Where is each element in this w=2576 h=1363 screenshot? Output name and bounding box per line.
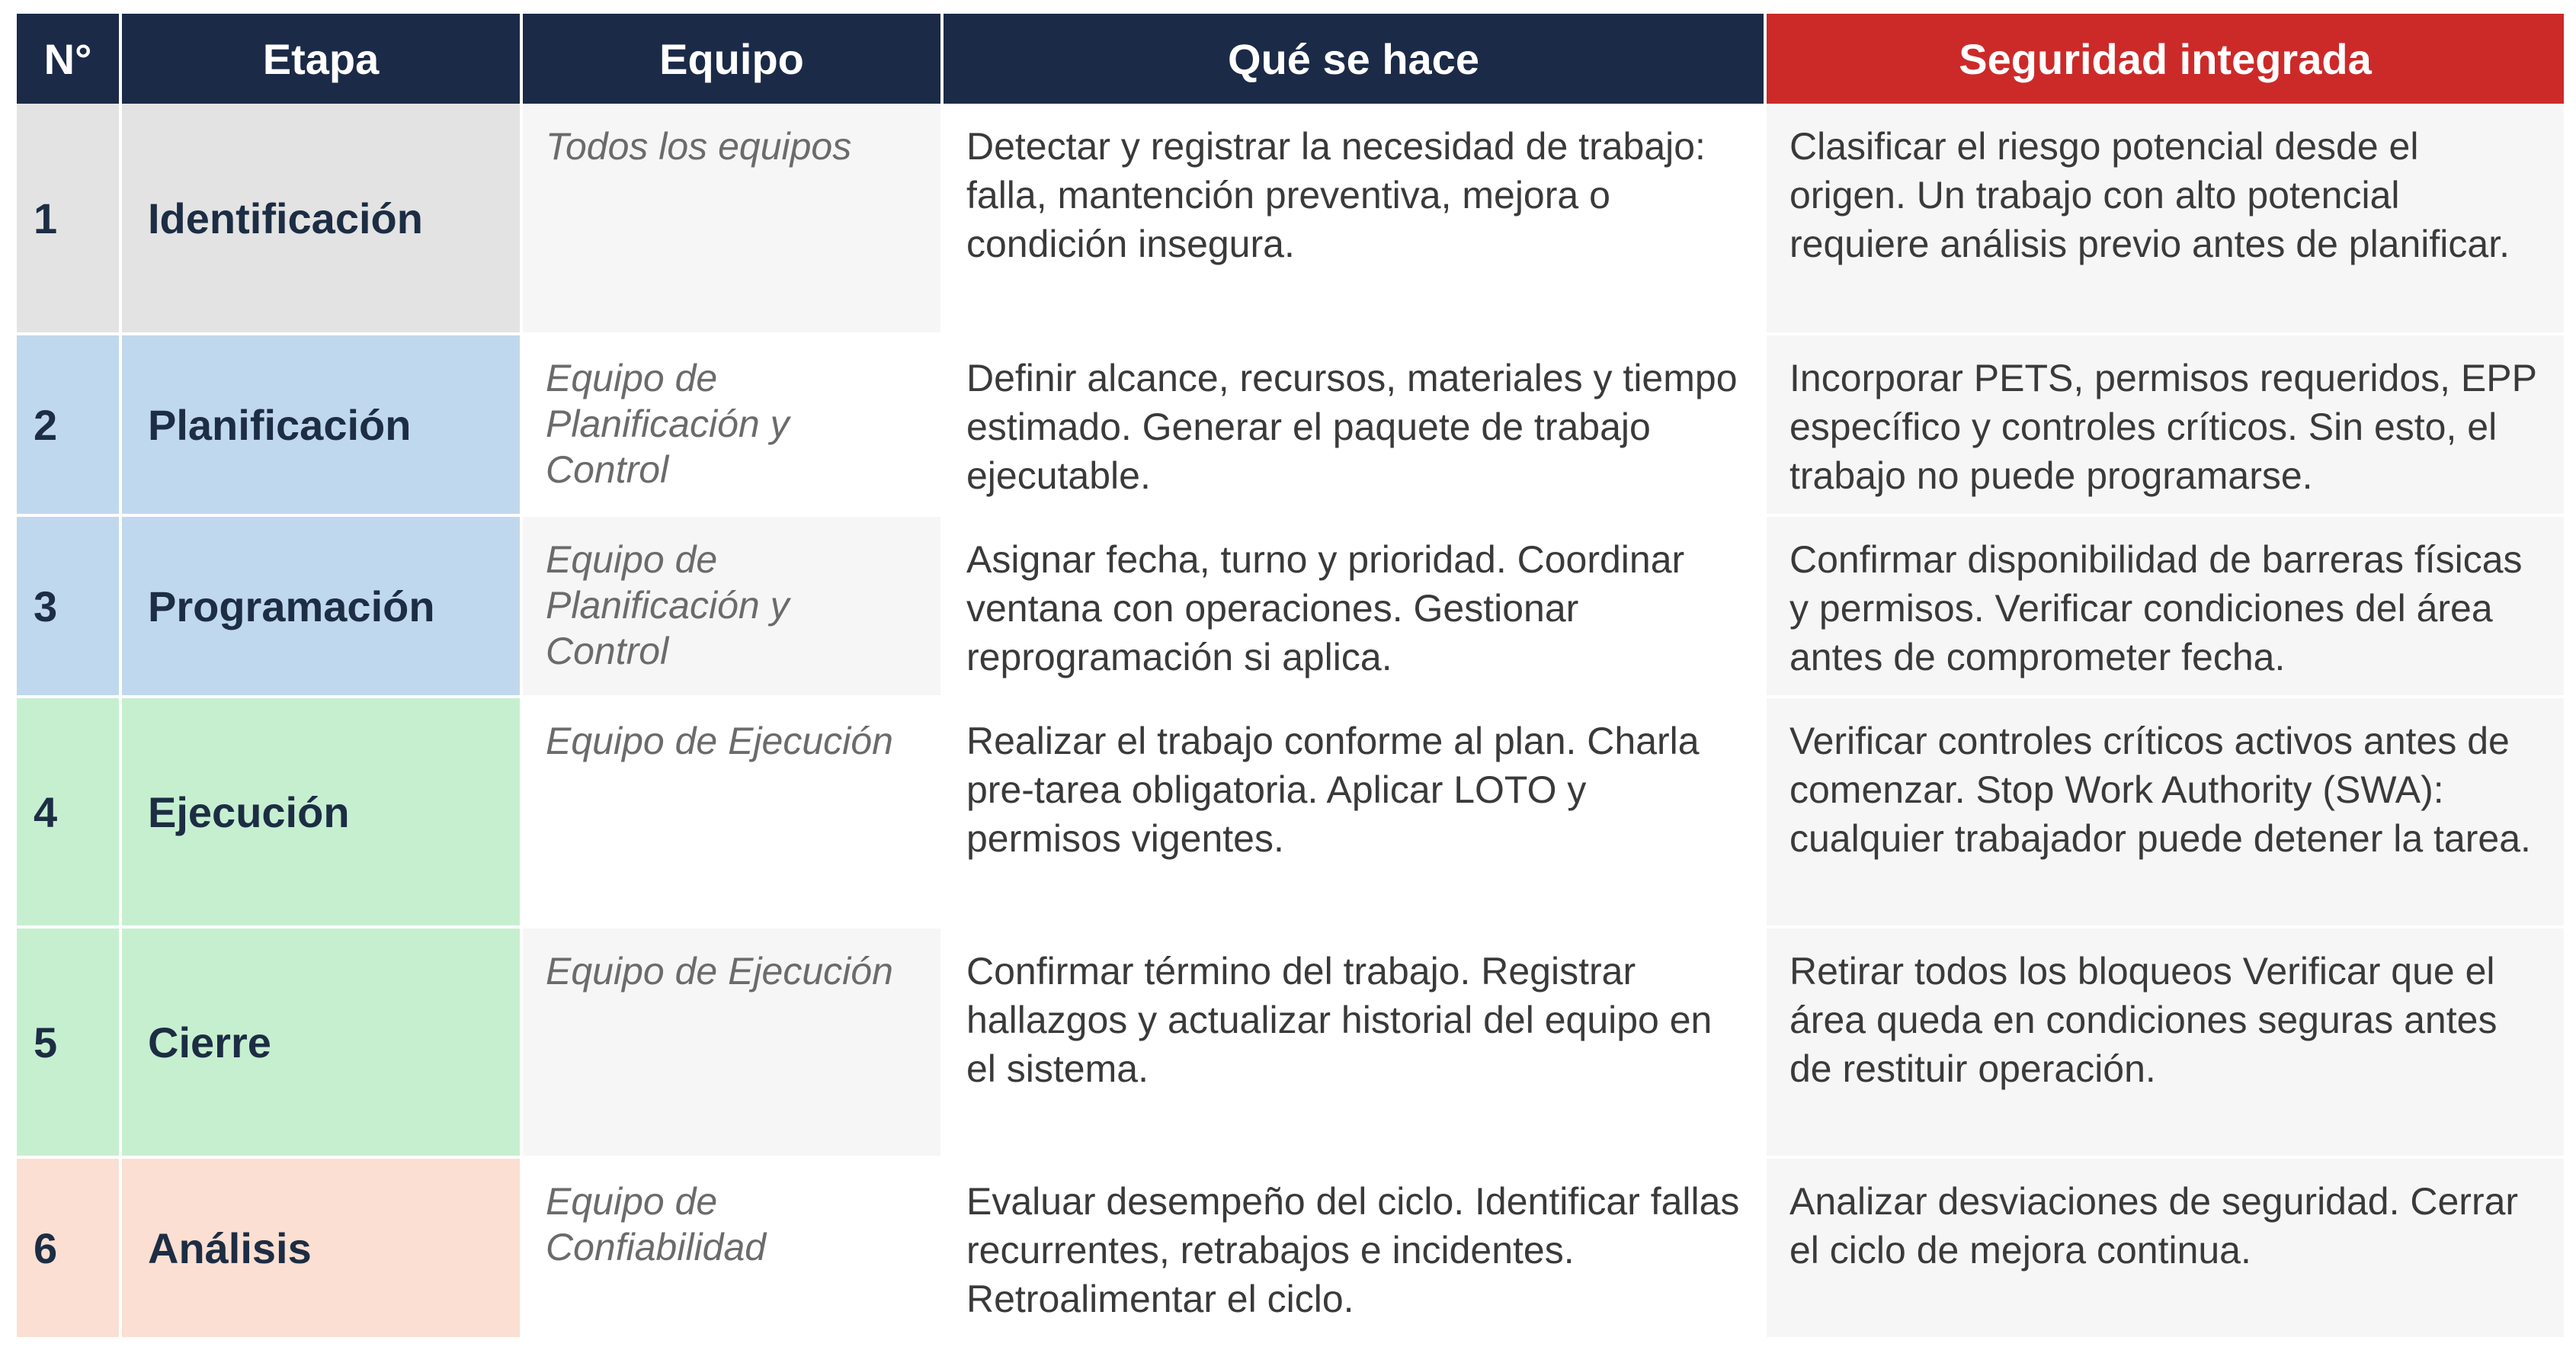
table-row	[17, 697, 2564, 927]
what-description: Detectar y registrar la necesidad de trabajo: falla, mantención preventiva, mejora o condición insegura.	[942, 104, 1765, 334]
what-description: Asignar fecha, turno y prioridad. Coordinar ventana con operaciones. Gestionar reprogramación si aplica.	[942, 515, 1765, 697]
stage-name: Análisis	[120, 1157, 521, 1337]
team-name: Todos los equipos	[521, 104, 942, 334]
security-description: Retirar todos los bloqueos Verificar que el área queda en condiciones seguras antes de restituir operación.	[1765, 927, 2564, 1157]
row-number: 5	[17, 927, 120, 1157]
row-number: 3	[17, 515, 120, 697]
what-description: Confirmar término del trabajo. Registrar hallazgos y actualizar historial del equipo en el sistema.	[942, 927, 1765, 1157]
table-row	[17, 334, 2564, 515]
header-num: N°	[17, 14, 120, 104]
what-description: Realizar el trabajo conforme al plan. Charla pre-tarea obligatoria. Aplicar LOTO y permisos vigentes.	[942, 697, 1765, 927]
table-header-row	[17, 14, 2564, 104]
row-number: 4	[17, 697, 120, 927]
process-table	[17, 14, 2564, 1337]
what-description: Definir alcance, recursos, materiales y tiempo estimado. Generar el paquete de trabajo ejecutable.	[942, 334, 1765, 515]
stage-name: Programación	[120, 515, 521, 697]
row-number: 1	[17, 104, 120, 334]
table-row	[17, 515, 2564, 697]
stage-name: Cierre	[120, 927, 521, 1157]
header-team: Equipo	[521, 14, 942, 104]
row-number: 6	[17, 1157, 120, 1337]
table-row	[17, 104, 2564, 334]
team-name: Equipo de Confiabilidad	[521, 1157, 942, 1337]
team-name: Equipo de Planificación y Control	[521, 334, 942, 515]
header-what: Qué se hace	[942, 14, 1765, 104]
table-row	[17, 927, 2564, 1157]
what-description: Evaluar desempeño del ciclo. Identificar fallas recurrentes, retrabajos e incidentes. Retroalimentar el ciclo.	[942, 1157, 1765, 1337]
stage-name: Identificación	[120, 104, 521, 334]
header-stage: Etapa	[120, 14, 521, 104]
security-description: Incorporar PETS, permisos requeridos, EPP específico y controles críticos. Sin esto, el trabajo no puede programarse.	[1765, 334, 2564, 515]
security-description: Verificar controles críticos activos antes de comenzar. Stop Work Authority (SWA): cualquier trabajador puede detener la tarea.	[1765, 697, 2564, 927]
team-name: Equipo de Ejecución	[521, 927, 942, 1157]
stage-name: Planificación	[120, 334, 521, 515]
team-name: Equipo de Planificación y Control	[521, 515, 942, 697]
stage-name: Ejecución	[120, 697, 521, 927]
table-row	[17, 1157, 2564, 1337]
team-name: Equipo de Ejecución	[521, 697, 942, 927]
header-security: Seguridad integrada	[1765, 14, 2564, 104]
row-number: 2	[17, 334, 120, 515]
security-description: Clasificar el riesgo potencial desde el origen. Un trabajo con alto potencial requiere análisis previo antes de planificar.	[1765, 104, 2564, 334]
security-description: Analizar desviaciones de seguridad. Cerrar el ciclo de mejora continua.	[1765, 1157, 2564, 1337]
security-description: Confirmar disponibilidad de barreras físicas y permisos. Verificar condiciones del área antes de comprometer fecha.	[1765, 515, 2564, 697]
